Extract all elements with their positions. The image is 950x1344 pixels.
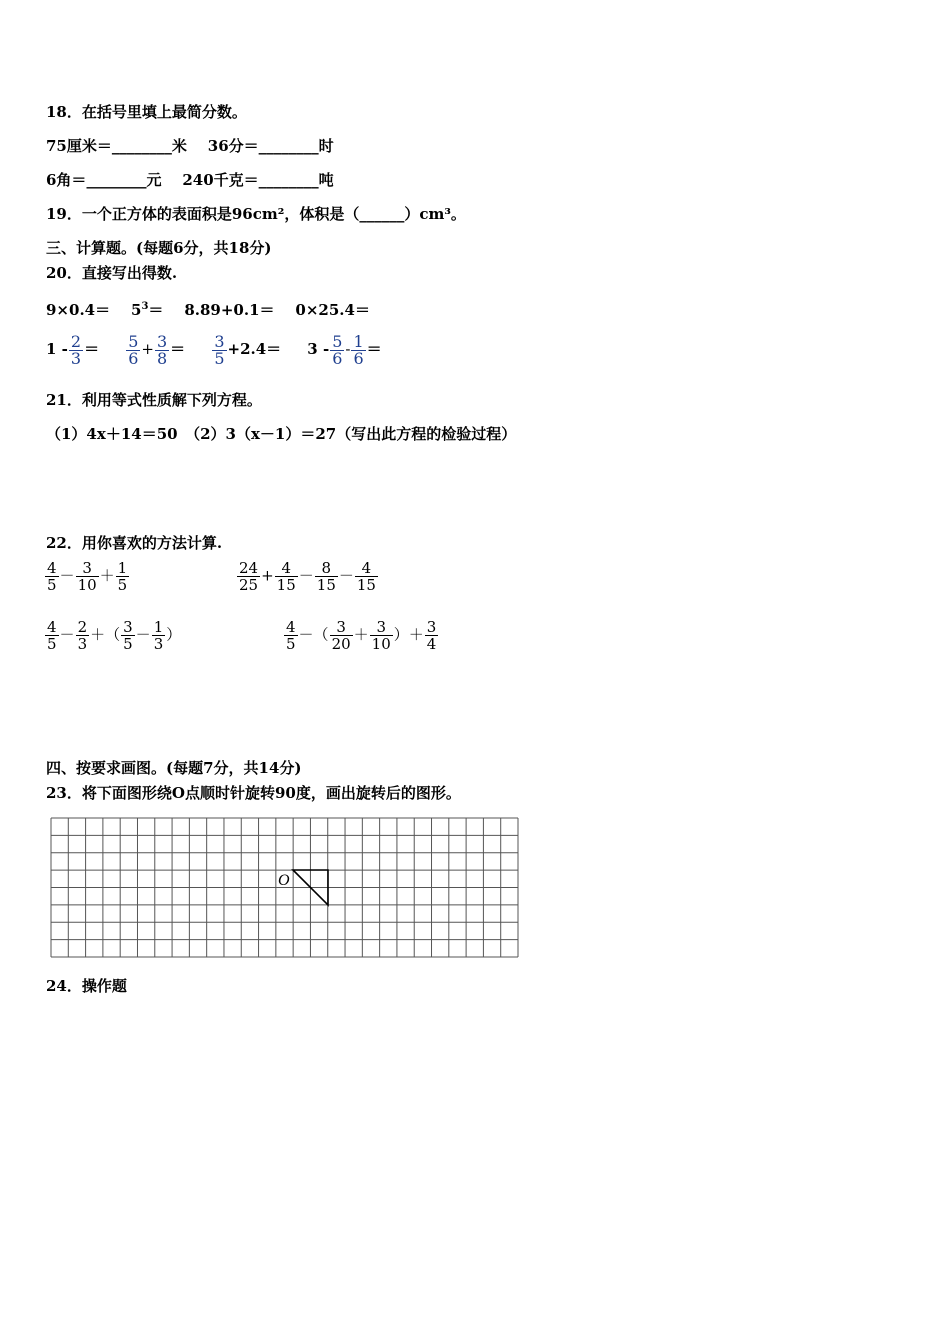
q22-title: 22．用你喜欢的方法计算. (46, 534, 223, 552)
q19: 19．一个正方体的表面积是96cm²，体积是（______）cm³。 (46, 205, 466, 223)
q22-expr-a: $\frac{4}{5}$ － $\frac{3}{10}$ ＋ $\frac{1}{5}$ (47, 559, 128, 594)
q21-equations: （1）4x＋14＝50 （2）3（x－1）＝27（写出此方程的检验过程） (46, 425, 517, 443)
section-3-title: 三、计算题。(每题6分，共18分) (46, 239, 272, 257)
section-4-title: 四、按要求画图。(每题7分，共14分) (46, 759, 302, 777)
rotation-grid (50, 817, 520, 959)
q18-line1: 75厘米＝________米 36分＝________时 (46, 137, 334, 155)
point-o-label: O (278, 872, 290, 889)
q22-expr-b: $\frac{24}{25}$ + $\frac{4}{15}$ － $\frac{8}{15}$ － $\frac{4}{15}$ (239, 559, 376, 594)
q18-line2: 6角＝________元 240千克＝________吨 (46, 171, 334, 189)
q21-title: 21．利用等式性质解下列方程。 (46, 391, 262, 409)
q20-row1: 9×0.4＝ $5^3=$ 8.89+0.1＝ 0×25.4＝ (46, 301, 370, 319)
q22-expr-c: $\frac{4}{5}$ － $\frac{2}{3}$ ＋（ $\frac{3}{5}$ － $\frac{1}{3}$ ） (47, 618, 182, 653)
q20-row2: 1 - $\frac{2}{3}$ ＝ $\frac{5}{6}$ + $\frac{3}{8}$ ＝ $\frac{3}{5}$ +2.4＝ 3 - $\frac{5}{6}$ - $\frac{1}{6}$ ＝ (46, 331, 382, 368)
q23-title: 23．将下面图形绕O点顺时针旋转90度，画出旋转后的图形。 (46, 784, 461, 802)
q18-title: 18．在括号里填上最简分数。 (46, 103, 247, 121)
q22-expr-d: $\frac{4}{5}$ －（ $\frac{3}{20}$ ＋ $\frac{3}{10}$ ）＋ $\frac{3}{4}$ (286, 618, 437, 653)
q20-title: 20．直接写出得数. (46, 264, 178, 282)
q24-title: 24．操作题 (46, 977, 127, 995)
